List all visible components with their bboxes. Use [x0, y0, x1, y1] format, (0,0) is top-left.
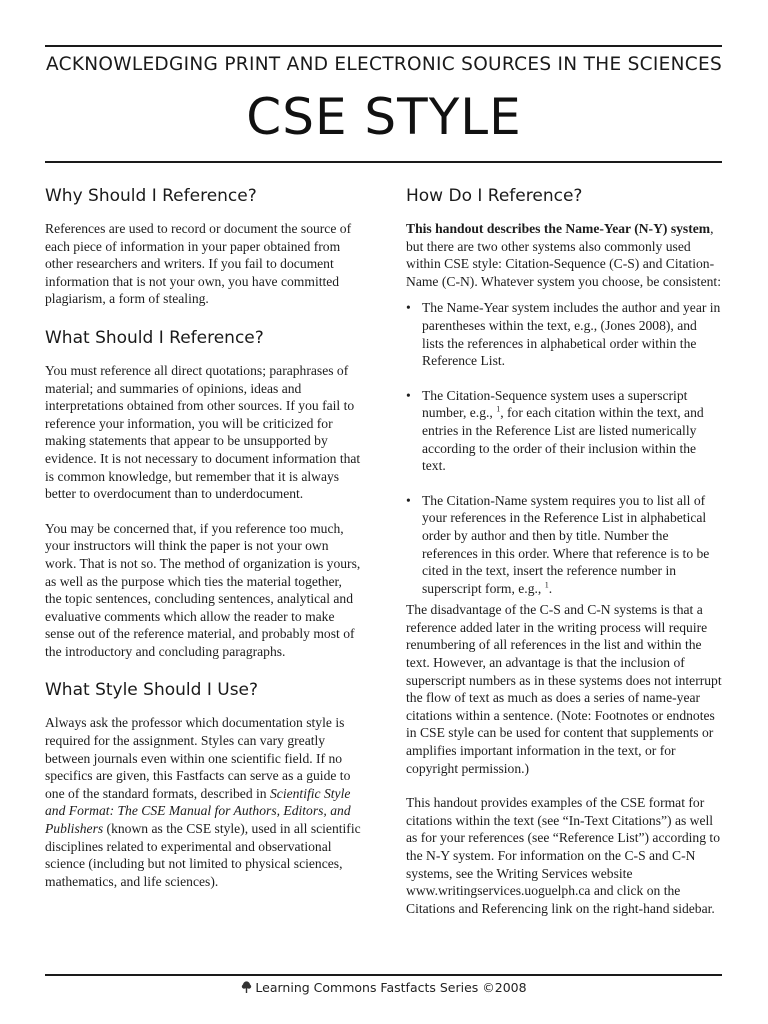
footer-rule	[45, 974, 722, 976]
what-paragraph-2: You may be concerned that, if you reference too much, your instructors will think the paper is not your own work. That is not so. The method of organization is yours, as well as the purpose which ties the material together, the topic sentences, concluding sentences, analytical and evaluative comments which allow the reader to make sense out of the reference material, and probably most of the introductory and concluding paragraphs.	[45, 520, 361, 659]
tree-icon	[241, 981, 252, 993]
manual-title: Scientific Style and Format: The CSE Manual for Authors, Editors, and Publishers	[45, 785, 351, 837]
page-kicker: ACKNOWLEDGING PRINT AND ELECTRONIC SOURCES IN THE SCIENCES	[45, 54, 723, 75]
title-rule	[45, 161, 722, 163]
handout-paragraph: This handout provides examples of the CSE format for citations within the text (see “In-Text Citations”) as well as for your references (see “Reference List”) according to the N-Y system. For information on the C-S and C-N systems, see the Writing Services website www.writingservices.uoguelph.ca and click on the Citations and Referencing link on the right-hand sidebar.	[406, 795, 720, 916]
footer	[0, 980, 768, 995]
top-rule	[45, 45, 722, 47]
left-column	[45, 186, 361, 890]
why-paragraph: References are used to record or document the source of each piece of information in your paper obtained from other researchers and writers. If you fail to document information that is not your own, you have committed plagiarism, a form of stealing.	[45, 221, 352, 307]
list-item: • The Citation-Sequence system uses a superscript number, e.g., $^1$, for each citation within the text, and entries in the Reference List are listed numerically according to the order of their inclusion within the text.	[406, 387, 704, 474]
list-item: • The Name-Year system includes the author and year in parentheses within the text, e.g., (Jones 2008), and lists the references in alphabetical order within the Reference List.	[406, 300, 721, 369]
right-column	[406, 186, 722, 917]
how-heading: How Do I Reference?	[406, 186, 583, 206]
footer-text: Learning Commons Fastfacts Series ©2008	[255, 980, 527, 995]
systems-list	[406, 299, 722, 597]
list-item: • The Citation-Name system requires you to list all of your references in the Reference List in alphabetical order by author and then by title. Number the references in this order. Where that reference is to be cited in the text, insert the reference number in superscript form, e.g., $^1$.	[406, 492, 710, 596]
why-heading: Why Should I Reference?	[45, 186, 257, 206]
page-title: CSE STYLE	[246, 88, 522, 146]
how-intro: This handout describes the Name-Year (N-Y) system, but there are two other systems also commonly used within CSE style: Citation-Sequence (C-S) and Citation-Name (C-N). Whatever system you choose, be consistent:	[406, 221, 721, 289]
disadvantage-paragraph: The disadvantage of the C-S and C-N systems is that a reference added later in the writing process will require renumbering of all references in the list and within the text. However, an advantage is that the inclusion of superscript numbers as in these systems does not interrupt the flow of text as much as does a series of name-year citations within a sentence. (Note: Footnotes or endnotes in CSE style can be used for content that supplements or amplifies important information in the text, or for copyright permission.)	[406, 602, 722, 776]
style-heading: What Style Should I Use?	[45, 680, 259, 701]
style-paragraph: Always ask the professor which documentation style is required for the assignment. Styles can vary greatly between journals even within one scientific field. If no specifics are given, this Fastfacts can serve as a guide to one of the standard formats, described in Scientific Style and Format: The CSE Manual for Authors, Editors, and Publishers (known as the CSE style), used in all scientific disciplines related to experimental and observational science (including but not limited to physical sciences, mathematics, and life sciences).	[45, 715, 361, 889]
what-paragraph-1: You must reference all direct quotations; paraphrases of material; and summaries of opinions, ideas and interpretations obtained from other sources. If you fail to reference your information, you will be criticized for making statements that appear to be unsupported by evidence. It is not necessary to document information that is common knowledge, but remember that it is always better to overdocument than to underdocument.	[45, 362, 361, 502]
what-heading: What Should I Reference?	[45, 327, 264, 348]
